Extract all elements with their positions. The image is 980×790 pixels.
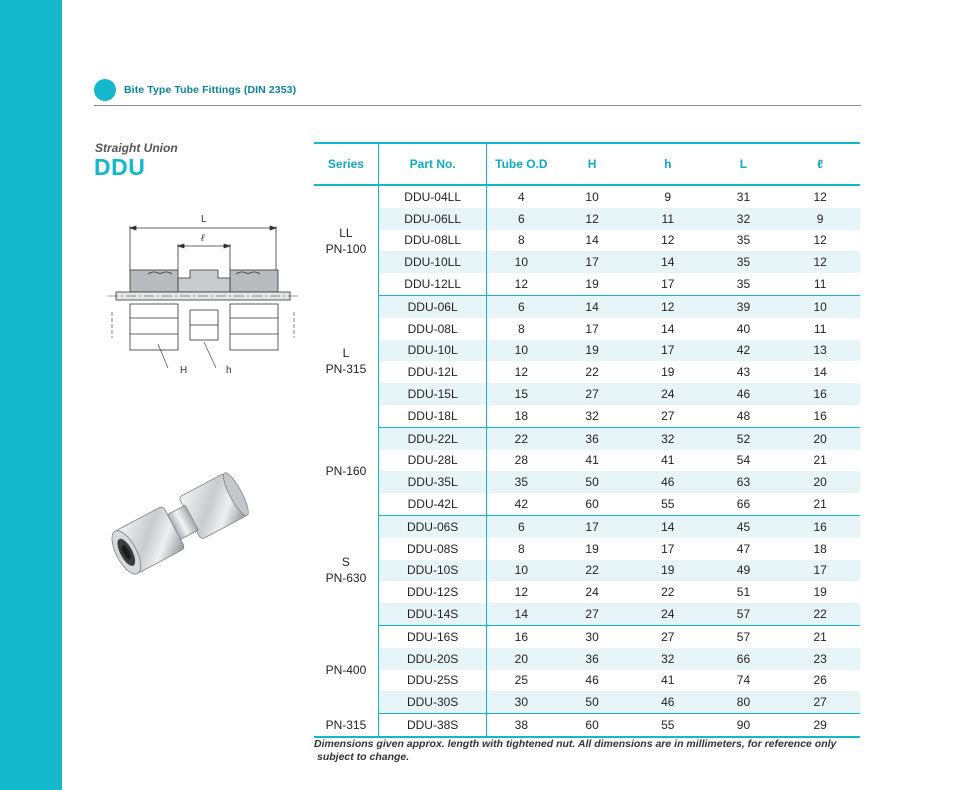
value-cell: 6 [487,208,555,230]
value-cell: 24 [629,383,707,405]
series-label: PN-160 [325,464,367,479]
footnote-line-1: Dimensions given approx. length with tightened nut. All dimensions are in millimeters, for reference only [314,738,837,750]
table-row [314,493,860,515]
value-cell: 16 [487,625,555,647]
value-cell: 35 [487,471,555,493]
table-row [314,450,860,472]
series-cell [314,625,378,713]
dimension-table [314,142,860,738]
product-subtitle: Straight Union [95,141,178,155]
value-cell: 41 [629,450,707,472]
value-cell: 26 [780,670,860,692]
value-cell: 22 [629,581,707,603]
part-number-cell: DDU-14S [378,603,487,625]
section-bullet-icon [94,79,116,101]
value-cell: 19 [780,581,860,603]
value-cell: 57 [707,603,781,625]
part-number-cell: DDU-10L [378,340,487,362]
value-cell: 41 [629,670,707,692]
value-cell: 16 [780,515,860,537]
section-title: Bite Type Tube Fittings (DIN 2353) [124,84,297,96]
value-cell: 10 [555,185,629,208]
series-label: PN-315 [325,717,367,732]
value-cell: 42 [487,493,555,515]
part-number-cell: DDU-20S [378,648,487,670]
table-row [314,185,860,208]
value-cell: 60 [555,714,629,737]
diagram-label-H: H [180,365,188,376]
value-cell: 74 [707,670,781,692]
value-cell: 14 [487,603,555,625]
value-cell: 12 [629,230,707,252]
col-header-tube-od: Tube O.D [487,143,555,185]
series-label: PN-400 [325,662,367,677]
col-header-H: H [555,143,629,185]
table-row [314,648,860,670]
value-cell: 4 [487,185,555,208]
value-cell: 38 [487,714,555,737]
value-cell: 14 [555,230,629,252]
part-number-cell: DDU-35L [378,471,487,493]
table-row [314,581,860,603]
part-number-cell: DDU-06S [378,515,487,537]
value-cell: 14 [629,515,707,537]
value-cell: 19 [629,560,707,582]
value-cell: 31 [707,185,781,208]
table-row [314,427,860,449]
value-cell: 17 [555,515,629,537]
value-cell: 27 [555,383,629,405]
value-cell: 17 [629,538,707,560]
table-row [314,603,860,625]
value-cell: 15 [487,383,555,405]
value-cell: 63 [707,471,781,493]
series-label: LL [339,225,353,240]
table-row [314,625,860,647]
part-number-cell: DDU-04LL [378,185,487,208]
value-cell: 19 [629,361,707,383]
value-cell: 46 [629,471,707,493]
value-cell: 35 [707,251,781,273]
value-cell: 20 [487,648,555,670]
value-cell: 13 [780,340,860,362]
col-header-L: L [707,143,781,185]
value-cell: 27 [780,691,860,713]
series-label: PN-630 [325,571,367,586]
value-cell: 11 [629,208,707,230]
value-cell: 22 [555,560,629,582]
value-cell: 21 [780,450,860,472]
value-cell: 11 [780,318,860,340]
series-cell [314,295,378,427]
value-cell: 8 [487,318,555,340]
value-cell: 41 [555,450,629,472]
value-cell: 39 [707,295,781,317]
value-cell: 45 [707,515,781,537]
value-cell: 47 [707,538,781,560]
part-number-cell: DDU-15L [378,383,487,405]
dimension-diagram [108,208,298,383]
value-cell: 32 [629,648,707,670]
table-row [314,471,860,493]
table-row [314,560,860,582]
value-cell: 9 [780,208,860,230]
table-row [314,515,860,537]
value-cell: 17 [629,340,707,362]
value-cell: 12 [487,581,555,603]
part-number-cell: DDU-22L [378,427,487,449]
value-cell: 17 [555,318,629,340]
value-cell: 50 [555,471,629,493]
value-cell: 55 [629,493,707,515]
col-header-ell: ℓ [780,143,860,185]
value-cell: 32 [707,208,781,230]
series-cell [314,714,378,737]
value-cell: 12 [780,251,860,273]
table-row [314,361,860,383]
value-cell: 29 [780,714,860,737]
value-cell: 52 [707,427,781,449]
table-row [314,714,860,737]
series-cell [314,515,378,625]
footnote [314,738,874,764]
value-cell: 36 [555,648,629,670]
table-row [314,670,860,692]
value-cell: 14 [555,295,629,317]
product-code: DDU [94,154,146,180]
table-row [314,295,860,317]
value-cell: 50 [555,691,629,713]
value-cell: 66 [707,493,781,515]
value-cell: 48 [707,405,781,427]
value-cell: 30 [555,625,629,647]
series-label: L [342,346,350,361]
value-cell: 14 [629,251,707,273]
product-photo [110,455,270,590]
value-cell: 10 [487,251,555,273]
value-cell: 8 [487,230,555,252]
col-header-series: Series [314,143,378,185]
value-cell: 14 [629,318,707,340]
col-header-h: h [629,143,707,185]
value-cell: 12 [780,230,860,252]
value-cell: 19 [555,340,629,362]
part-number-cell: DDU-42L [378,493,487,515]
value-cell: 8 [487,538,555,560]
value-cell: 22 [555,361,629,383]
part-number-cell: DDU-10LL [378,251,487,273]
series-cell [314,185,378,295]
value-cell: 57 [707,625,781,647]
part-number-cell: DDU-38S [378,714,487,737]
part-number-cell: DDU-28L [378,450,487,472]
value-cell: 18 [487,405,555,427]
part-number-cell: DDU-30S [378,691,487,713]
series-cell [314,427,378,515]
value-cell: 43 [707,361,781,383]
value-cell: 12 [555,208,629,230]
series-label: PN-100 [325,241,367,256]
value-cell: 80 [707,691,781,713]
value-cell: 49 [707,560,781,582]
value-cell: 12 [780,185,860,208]
value-cell: 66 [707,648,781,670]
part-number-cell: DDU-16S [378,625,487,647]
value-cell: 27 [555,603,629,625]
value-cell: 9 [629,185,707,208]
value-cell: 17 [780,560,860,582]
part-number-cell: DDU-12L [378,361,487,383]
part-number-cell: DDU-12S [378,581,487,603]
value-cell: 16 [780,383,860,405]
value-cell: 46 [707,383,781,405]
diagram-label-h: h [226,365,232,376]
value-cell: 42 [707,340,781,362]
value-cell: 27 [629,405,707,427]
part-number-cell: DDU-08L [378,318,487,340]
header-divider [94,105,861,106]
value-cell: 22 [780,603,860,625]
value-cell: 55 [629,714,707,737]
value-cell: 24 [555,581,629,603]
value-cell: 19 [555,273,629,295]
part-number-cell: DDU-12LL [378,273,487,295]
value-cell: 40 [707,318,781,340]
value-cell: 35 [707,230,781,252]
value-cell: 21 [780,625,860,647]
value-cell: 16 [780,405,860,427]
value-cell: 51 [707,581,781,603]
table-row [314,383,860,405]
diagram-label-ell: ℓ [201,233,205,244]
table-row [314,538,860,560]
part-number-cell: DDU-18L [378,405,487,427]
value-cell: 25 [487,670,555,692]
table-row [314,208,860,230]
table-row [314,405,860,427]
value-cell: 10 [487,560,555,582]
value-cell: 12 [487,273,555,295]
part-number-cell: DDU-08LL [378,230,487,252]
value-cell: 12 [629,295,707,317]
value-cell: 46 [629,691,707,713]
value-cell: 10 [487,340,555,362]
value-cell: 10 [780,295,860,317]
footnote-line-2: subject to change. [317,751,410,763]
value-cell: 21 [780,493,860,515]
value-cell: 14 [780,361,860,383]
value-cell: 46 [555,670,629,692]
value-cell: 6 [487,515,555,537]
value-cell: 60 [555,493,629,515]
table-row [314,251,860,273]
sidebar-accent-bar [0,0,62,790]
value-cell: 90 [707,714,781,737]
part-number-cell: DDU-10S [378,560,487,582]
value-cell: 24 [629,603,707,625]
value-cell: 17 [629,273,707,295]
table-row [314,318,860,340]
table-row [314,273,860,295]
value-cell: 30 [487,691,555,713]
value-cell: 20 [780,471,860,493]
diagram-label-L: L [201,214,207,225]
table-row [314,230,860,252]
part-number-cell: DDU-06L [378,295,487,317]
value-cell: 12 [487,361,555,383]
value-cell: 19 [555,538,629,560]
col-header-part-no: Part No. [378,143,487,185]
value-cell: 32 [629,427,707,449]
series-label: PN-315 [325,362,367,377]
part-number-cell: DDU-06LL [378,208,487,230]
table-header-row [314,143,860,185]
value-cell: 17 [555,251,629,273]
value-cell: 27 [629,625,707,647]
value-cell: 11 [780,273,860,295]
value-cell: 6 [487,295,555,317]
value-cell: 20 [780,427,860,449]
part-number-cell: DDU-08S [378,538,487,560]
table-row [314,340,860,362]
value-cell: 35 [707,273,781,295]
value-cell: 23 [780,648,860,670]
table-row [314,691,860,713]
value-cell: 22 [487,427,555,449]
value-cell: 36 [555,427,629,449]
value-cell: 32 [555,405,629,427]
value-cell: 28 [487,450,555,472]
value-cell: 54 [707,450,781,472]
part-number-cell: DDU-25S [378,670,487,692]
series-label: S [341,555,350,570]
value-cell: 18 [780,538,860,560]
